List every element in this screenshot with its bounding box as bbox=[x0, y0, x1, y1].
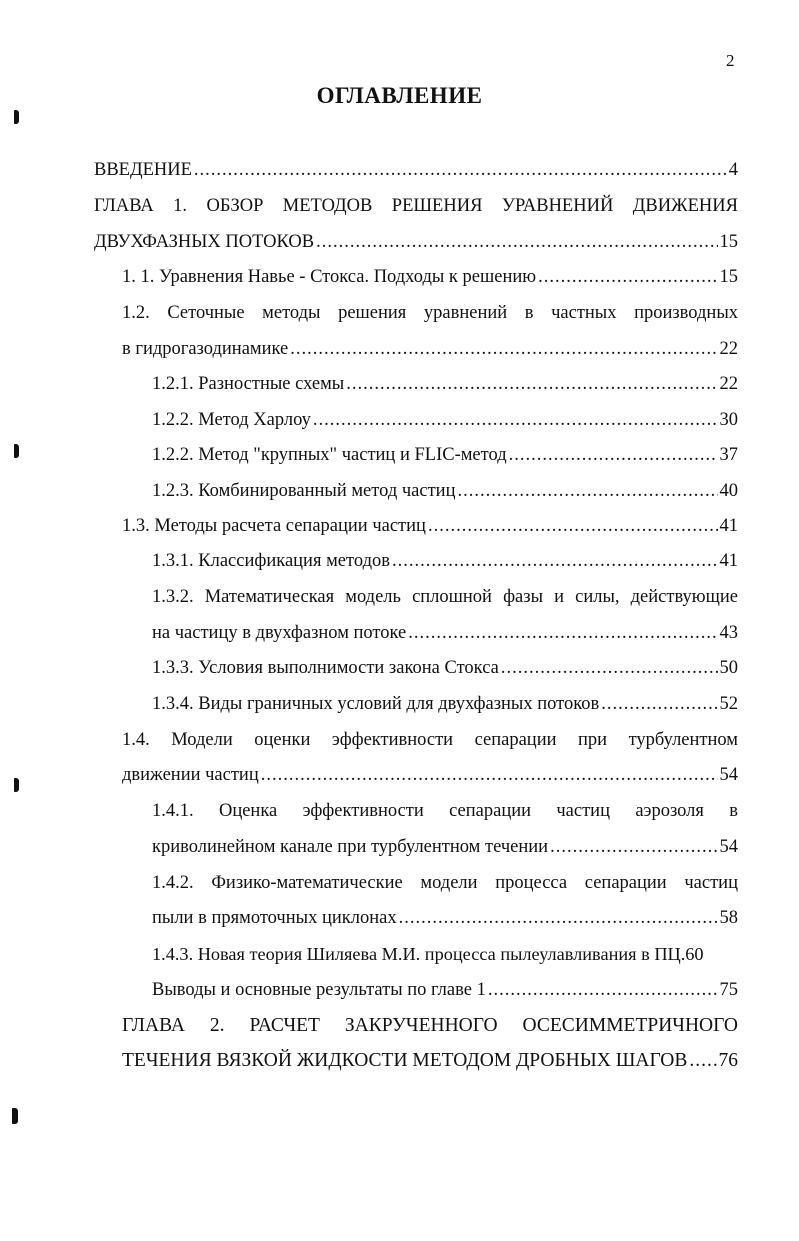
page-title: ОГЛАВЛЕНИЕ bbox=[316, 83, 483, 108]
toc-entry-1-4[interactable]: 1.4. Модели оценки эффективности сепарации при турбулентном bbox=[122, 730, 738, 750]
margin-mark bbox=[14, 778, 19, 792]
toc-entry-1-3-4[interactable]: 1.3.4. Виды граничных условий для двухфазных потоков ..... 52 bbox=[152, 690, 738, 718]
toc-entry-chapter-1-cont[interactable]: ДВУХФАЗНЫХ ПОТОКОВ ..... 15 bbox=[94, 228, 738, 256]
toc-entry-1-1[interactable]: 1. 1. Уравнения Навье - Стокса. Подходы к решению ..... 15 bbox=[122, 263, 738, 291]
toc-entry-1-4-1-cont[interactable]: криволинейном канале при турбулентном течении ..... 54 bbox=[152, 833, 738, 861]
toc-entry-chapter-2[interactable]: ГЛАВА 2. РАСЧЕТ ЗАКРУЧЕННОГО ОСЕСИММЕТРИЧНОГО bbox=[122, 1015, 738, 1036]
toc-entry-conclusions[interactable]: Выводы и основные результаты по главе 1 ..... 75 bbox=[152, 976, 738, 1004]
toc-entry-1-3-2-cont[interactable]: на частицу в двухфазном потоке ..... 43 bbox=[152, 619, 738, 647]
toc-entry-1-2-cont[interactable]: в гидрогазодинамике ..... 22 bbox=[122, 335, 738, 363]
toc-entry-1-2[interactable]: 1.2. Сеточные методы решения уравнений в частных производных bbox=[122, 303, 738, 323]
toc-entry-1-2-2b[interactable]: 1.2.2. Метод "крупных" частиц и FLIC-метод ..... 37 bbox=[152, 441, 738, 469]
toc-entry-1-4-2-cont[interactable]: пыли в прямоточных циклонах ..... 58 bbox=[152, 904, 738, 932]
toc-entry-1-2-3[interactable]: 1.2.3. Комбинированный метод частиц ..... 40 bbox=[152, 477, 738, 505]
margin-mark bbox=[14, 444, 19, 458]
page-number: 2 bbox=[726, 51, 735, 70]
toc-entry-1-4-2[interactable]: 1.4.2. Физико-математические модели процесса сепарации частиц bbox=[152, 873, 738, 893]
toc-entry-1-2-2[interactable]: 1.2.2. Метод Харлоу ..... 30 bbox=[152, 406, 738, 434]
toc-entry-chapter-2-cont[interactable]: ТЕЧЕНИЯ ВЯЗКОЙ ЖИДКОСТИ МЕТОДОМ ДРОБНЫХ ШАГОВ ..... 76 bbox=[122, 1047, 738, 1075]
toc-entry-1-4-1[interactable]: 1.4.1. Оценка эффективности сепарации частиц аэрозоля в bbox=[152, 801, 738, 821]
margin-mark bbox=[14, 110, 19, 124]
toc-entry-1-2-1[interactable]: 1.2.1. Разностные схемы ..... 22 bbox=[152, 370, 738, 398]
toc-entry-1-4-3[interactable]: 1.4.3. Новая теория Шиляева М.И. процесса пылеулавливания в ПЦ.60 bbox=[152, 944, 704, 964]
toc-entry-1-3[interactable]: 1.3. Методы расчета сепарации частиц ..... 41 bbox=[122, 512, 738, 540]
toc-entry-1-3-1[interactable]: 1.3.1. Классификация методов ..... 41 bbox=[152, 547, 738, 575]
toc-entry-intro[interactable]: ВВЕДЕНИЕ ..... 4 bbox=[94, 156, 738, 184]
toc-entry-chapter-1[interactable]: ГЛАВА 1. ОБЗОР МЕТОДОВ РЕШЕНИЯ УРАВНЕНИЙ ДВИЖЕНИЯ bbox=[94, 196, 738, 216]
margin-mark bbox=[12, 1108, 18, 1124]
toc-entry-1-4-cont[interactable]: движении частиц ..... 54 bbox=[122, 761, 738, 789]
toc-entry-1-3-2[interactable]: 1.3.2. Математическая модель сплошной фазы и силы, действующие bbox=[152, 587, 738, 607]
toc-entry-1-3-3[interactable]: 1.3.3. Условия выполнимости закона Стокса ..... 50 bbox=[152, 654, 738, 682]
